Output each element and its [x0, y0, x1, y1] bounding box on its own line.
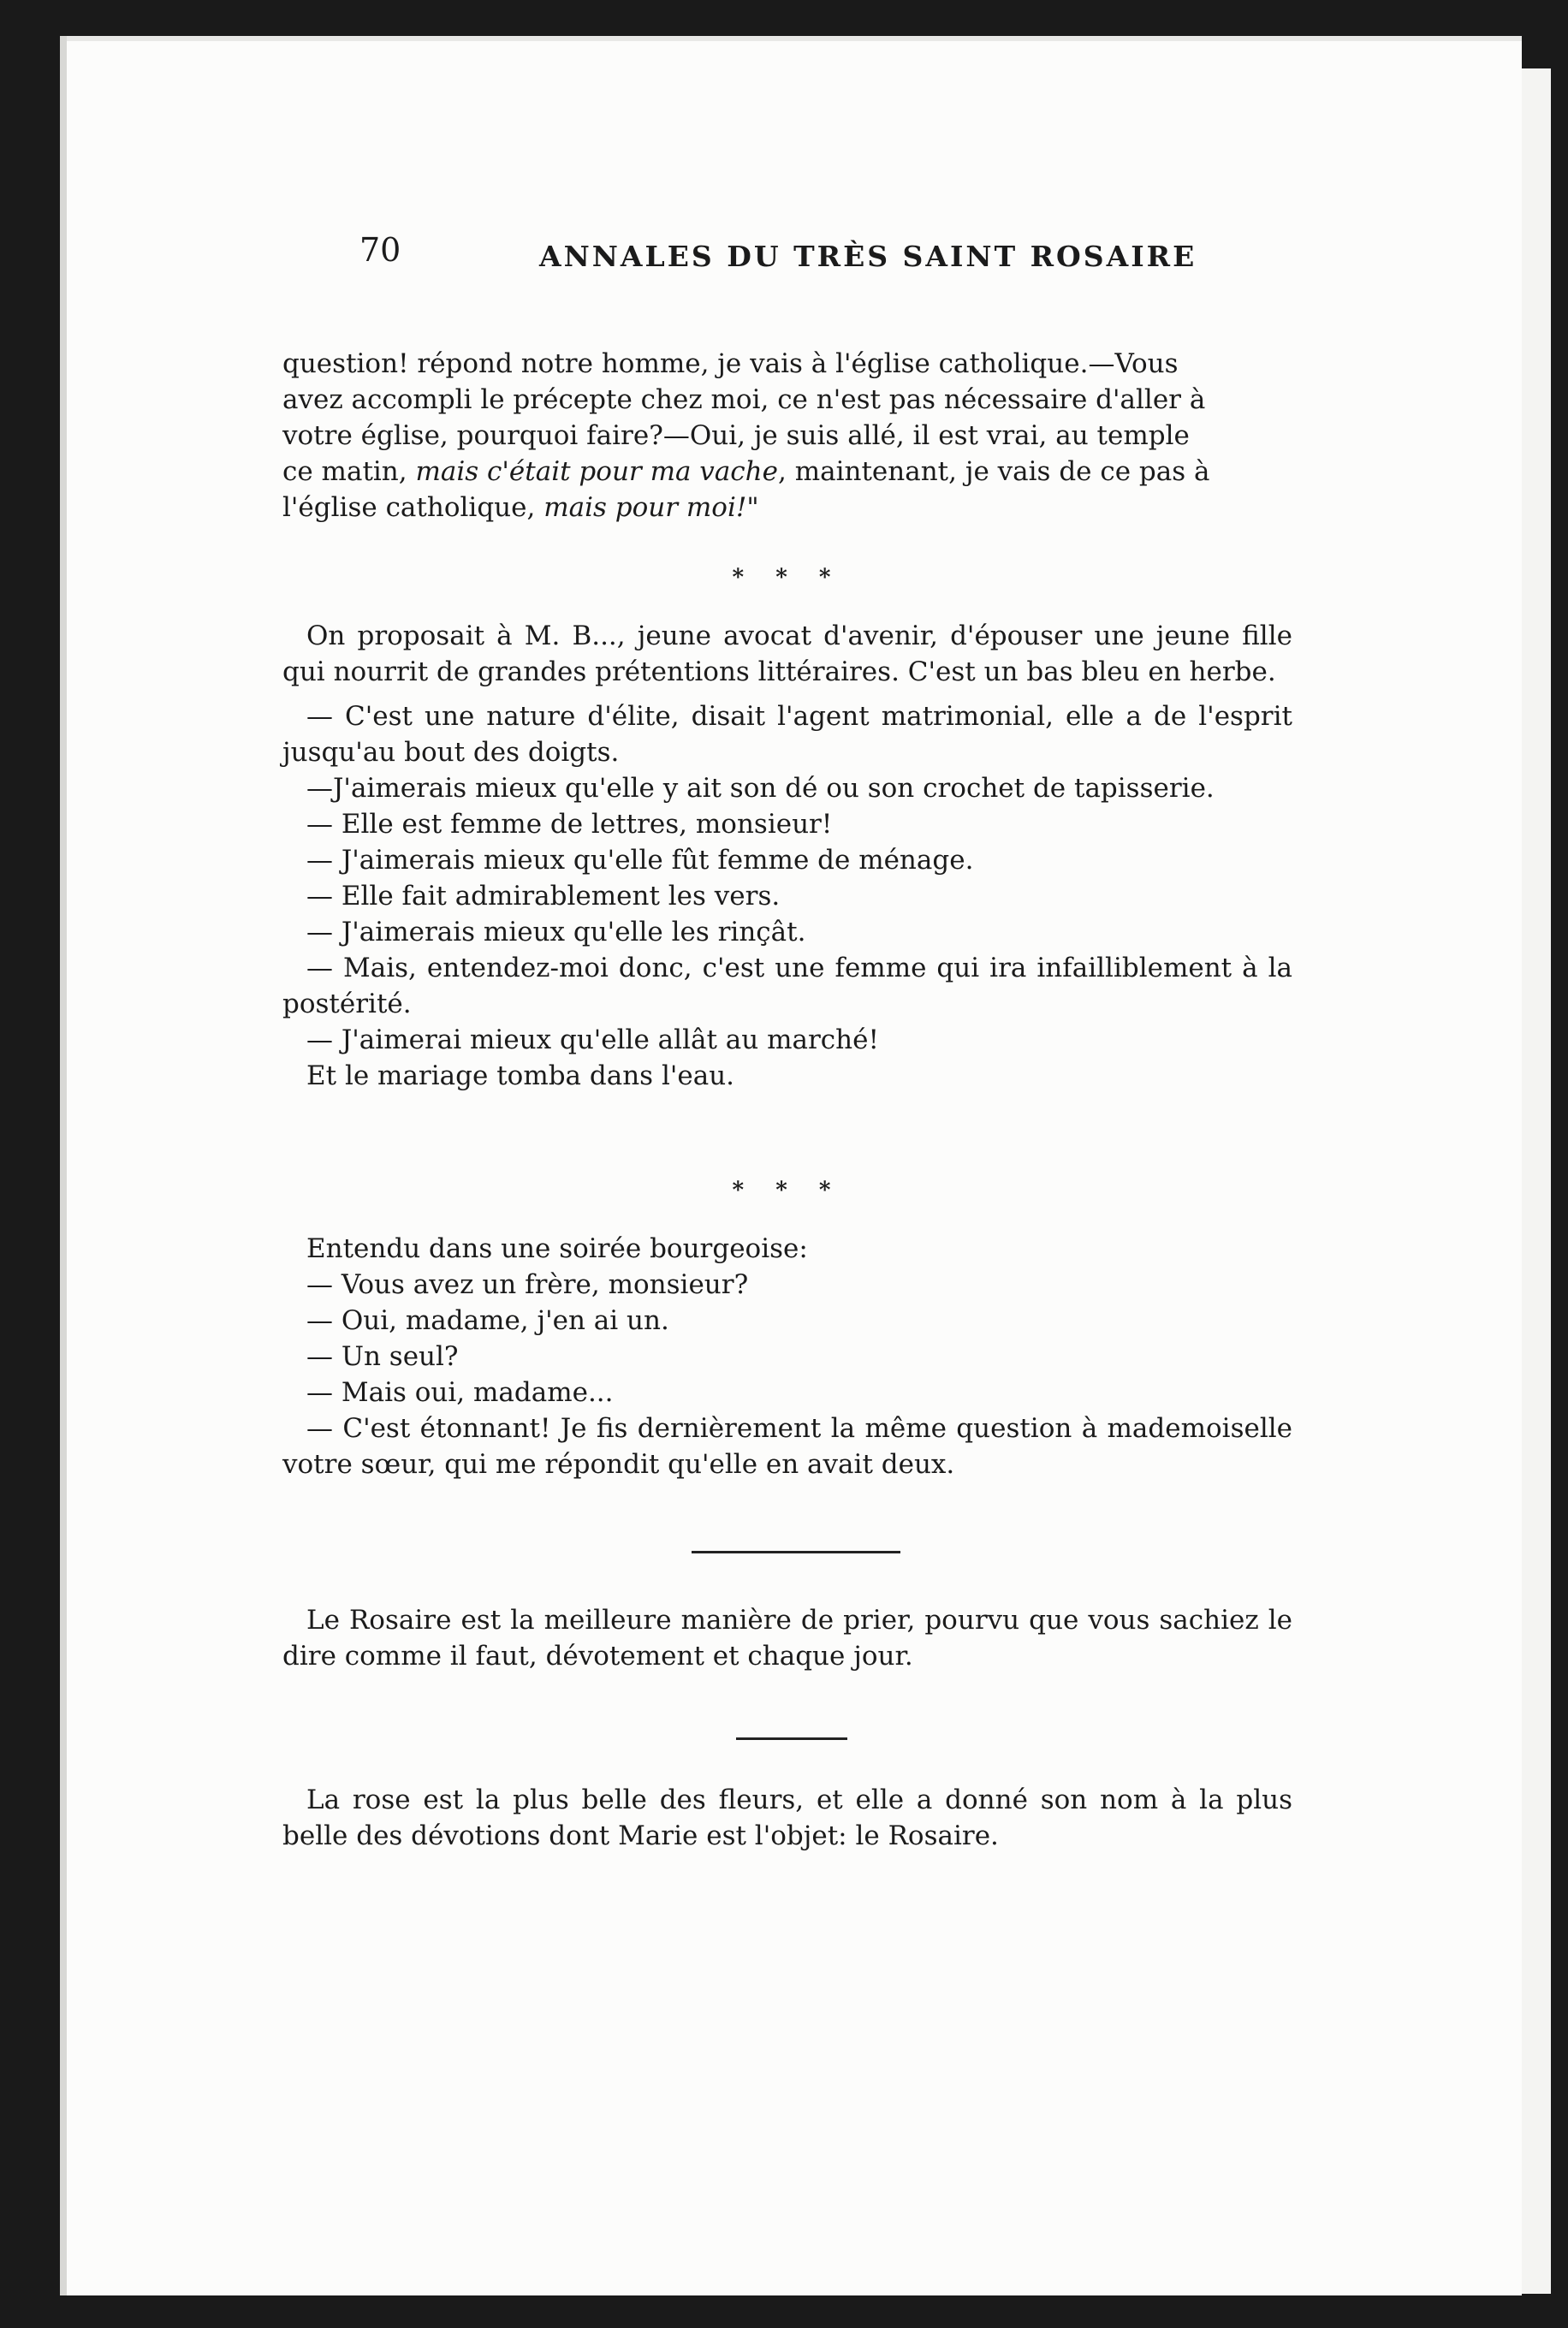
dialogue-line: — Mais, entendez-moi donc, c'est une femme qui ira infailliblement à la postérité.	[282, 953, 1292, 1019]
closing-line: Et le mariage tomba dans l'eau.	[306, 1060, 735, 1091]
dialogue-line: — C'est étonnant! Je fis dernièrement la même question à mademoiselle votre sœur, qui me répondit qu'elle en avait deux.	[282, 1413, 1292, 1480]
dialogue-line: — Oui, madame, j'en ai un.	[306, 1305, 669, 1336]
running-title: ANNALES DU TRÈS SAINT ROSAIRE	[539, 240, 1197, 273]
dialogue-line: — Elle fait admirablement les vers.	[306, 881, 781, 912]
dialogue-line: — Mais oui, madame...	[306, 1377, 614, 1408]
rosary-quote-2: La rose est la plus belle des fleurs, et elle a donné son nom à la plus belle des dévotions dont Marie est l'objet: le Rosaire.	[282, 1785, 1292, 1851]
section-separator: * * *	[732, 1178, 843, 1203]
section-2	[282, 618, 1292, 1094]
section-separator: * * *	[732, 565, 843, 591]
dialogue-line: — J'aimerai mieux qu'elle allât au marché!	[306, 1024, 879, 1055]
text-line: ce matin, mais c'était pour ma vache, maintenant, je vais de ce pas à	[282, 456, 1210, 487]
section-3	[282, 1231, 1292, 1482]
paragraph: On proposait à M. B..., jeune avocat d'avenir, d'épouser une jeune fille qui nourrit de grandes prétentions littéraires. C'est un bas bleu en herbe.	[282, 621, 1292, 687]
section-1	[282, 346, 1292, 526]
rosary-quote-1: Le Rosaire est la meilleure manière de prier, pourvu que vous sachiez le dire comme il faut, dévotement et chaque jour.	[282, 1605, 1292, 1672]
dialogue-line: — J'aimerais mieux qu'elle fût femme de ménage.	[306, 845, 974, 876]
dialogue-line: — C'est une nature d'élite, disait l'agent matrimonial, elle a de l'esprit jusqu'au bout des doigts.	[282, 701, 1292, 768]
horizontal-rule	[692, 1551, 900, 1553]
page-edge	[1522, 68, 1551, 2294]
running-head	[282, 231, 1292, 282]
page-number: 70	[359, 231, 401, 269]
short-rule	[736, 1737, 847, 1740]
text-line: question! répond notre homme, je vais à l'église catholique.—Vous	[282, 348, 1179, 379]
dialogue-line: — Un seul?	[306, 1341, 459, 1372]
dialogue-line: — Vous avez un frère, monsieur?	[306, 1269, 749, 1300]
text-line: votre église, pourquoi faire?—Oui, je suis allé, il est vrai, au temple	[282, 420, 1190, 451]
text-line: l'église catholique, mais pour moi!"	[282, 492, 759, 523]
intro-line: Entendu dans une soirée bourgeoise:	[306, 1233, 808, 1264]
dialogue-line: — Elle est femme de lettres, monsieur!	[306, 809, 833, 840]
dialogue-line: — J'aimerais mieux qu'elle les rinçât.	[306, 917, 806, 947]
text-line: avez accompli le précepte chez moi, ce n'est pas nécessaire d'aller à	[282, 384, 1206, 415]
dialogue-line: —J'aimerais mieux qu'elle y ait son dé ou son crochet de tapisserie.	[306, 773, 1215, 804]
